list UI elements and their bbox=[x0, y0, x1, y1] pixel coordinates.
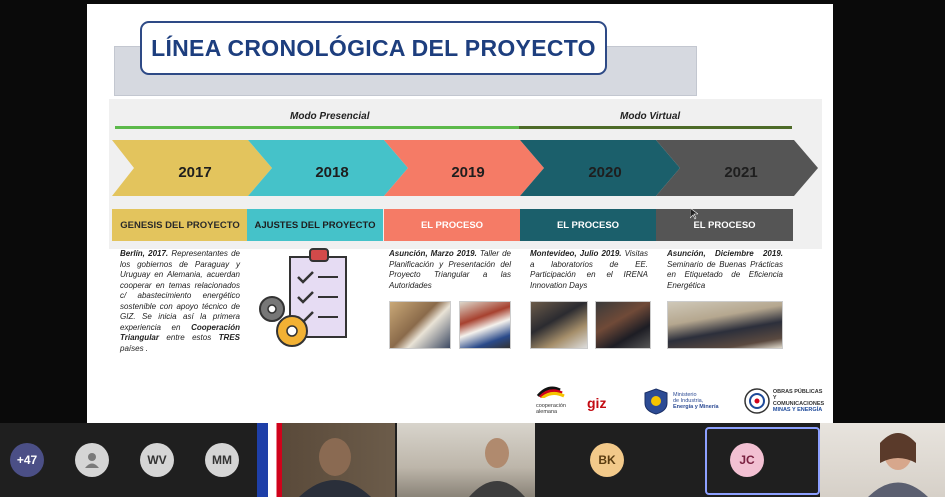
logo-text: Energía y Minería bbox=[673, 404, 719, 410]
logo-text: de Industria, bbox=[673, 398, 704, 404]
description-2020: Montevideo, Julio 2019. Visitas a laboratorios de EE. Participación en el IRENA Innovation Days bbox=[530, 249, 648, 290]
avatar-initials: WV bbox=[147, 453, 167, 467]
logo-cooperacion-alemana bbox=[536, 384, 582, 416]
phase-label: EL PROCESO bbox=[420, 219, 484, 231]
participant-avatar-mm[interactable] bbox=[205, 443, 239, 477]
more-participants-button[interactable] bbox=[10, 443, 44, 477]
year-2020: 2020 bbox=[588, 164, 622, 181]
participant-video-1[interactable] bbox=[257, 423, 395, 497]
uruguay-shield-icon bbox=[643, 387, 669, 415]
participant-video-3[interactable] bbox=[820, 423, 945, 497]
phase-proceso-2019 bbox=[384, 209, 520, 241]
photo-2021-group bbox=[667, 301, 783, 349]
german-flag-icon bbox=[536, 384, 582, 398]
logo-text: OBRAS PÚBLICAS bbox=[772, 389, 823, 395]
mode-line-presencial bbox=[115, 126, 519, 129]
phase-ajustes bbox=[247, 209, 383, 241]
avatar-initials: BK bbox=[598, 453, 616, 467]
checklist-illustration-icon bbox=[252, 247, 352, 355]
year-2019: 2019 bbox=[451, 164, 485, 181]
participant-avatar-photo[interactable] bbox=[75, 443, 109, 477]
overflow-count: +47 bbox=[16, 453, 38, 467]
year-2017: 2017 bbox=[178, 164, 212, 181]
photo-2019-a bbox=[389, 301, 451, 349]
description-2021: Asunción, Diciembre 2019. Seminario de Buenas Prácticas en Etiquetado de Eficiencia Energética bbox=[667, 249, 783, 290]
participant-video-figure bbox=[257, 423, 395, 497]
presentation-slide bbox=[87, 4, 833, 424]
giz-wordmark: giz bbox=[587, 395, 607, 411]
year-2018: 2018 bbox=[315, 164, 349, 181]
avatar-initials: MM bbox=[212, 453, 232, 467]
mouse-cursor-icon bbox=[690, 208, 698, 220]
avatar-initials: JC bbox=[739, 453, 755, 467]
phase-proceso-2020 bbox=[520, 209, 656, 241]
logo-giz bbox=[587, 392, 632, 414]
year-2021: 2021 bbox=[724, 164, 758, 181]
participant-avatar-bk[interactable] bbox=[590, 443, 624, 477]
logo-text: Y COMUNICACIONES bbox=[772, 395, 825, 407]
title-box bbox=[140, 21, 607, 75]
logo-text: MINAS Y ENERGÍA bbox=[772, 407, 823, 413]
participant-avatar-wv[interactable] bbox=[140, 443, 174, 477]
person-silhouette-icon bbox=[83, 451, 101, 469]
participant-video-figure bbox=[397, 423, 535, 497]
photo-2020-b bbox=[595, 301, 651, 349]
participant-video-figure bbox=[820, 423, 945, 497]
logo-text: alemana bbox=[536, 409, 558, 415]
phase-label: EL PROCESO bbox=[556, 219, 620, 231]
description-2019: Asunción, Marzo 2019. Taller de Planificación y Presentación del Proyecto Triangular a las Autoridades bbox=[389, 249, 511, 290]
logo-ministerio-industria bbox=[643, 386, 738, 416]
slide-title: LÍNEA CRONOLÓGICA DEL PROYECTO bbox=[151, 34, 596, 61]
description-2017: Berlín, 2017. Representantes de los gobiernos de Paraguay y Uruguay en Alemania, acuerdan cooperar en temas relacionados c/ abastecimiento energético sostenible con apoyo técnico de GIZ. Se inicia así la primera experiencia en Cooperación Triangular entre estos TRES países . bbox=[120, 249, 241, 353]
logo-text: Ministerio bbox=[673, 392, 697, 398]
photo-2019-b bbox=[459, 301, 511, 349]
phase-label: AJUSTES DEL PROYECTO bbox=[254, 219, 376, 231]
phase-proceso-2021 bbox=[656, 209, 793, 241]
paraguay-seal-icon bbox=[744, 388, 770, 414]
logo-mopc bbox=[744, 386, 829, 416]
logo-text: cooperación bbox=[536, 403, 566, 409]
mode-label-virtual: Modo Virtual bbox=[620, 111, 681, 122]
photo-2020-a bbox=[530, 301, 588, 349]
phase-label: GENESIS DEL PROYECTO bbox=[120, 219, 240, 231]
phase-genesis bbox=[112, 209, 248, 241]
participant-avatar-jc[interactable] bbox=[730, 443, 764, 477]
participant-video-2[interactable] bbox=[397, 423, 535, 497]
participant-strip bbox=[0, 423, 945, 497]
mode-label-presencial: Modo Presencial bbox=[290, 111, 370, 122]
phase-label: EL PROCESO bbox=[693, 219, 756, 231]
mode-line-virtual bbox=[519, 126, 792, 129]
